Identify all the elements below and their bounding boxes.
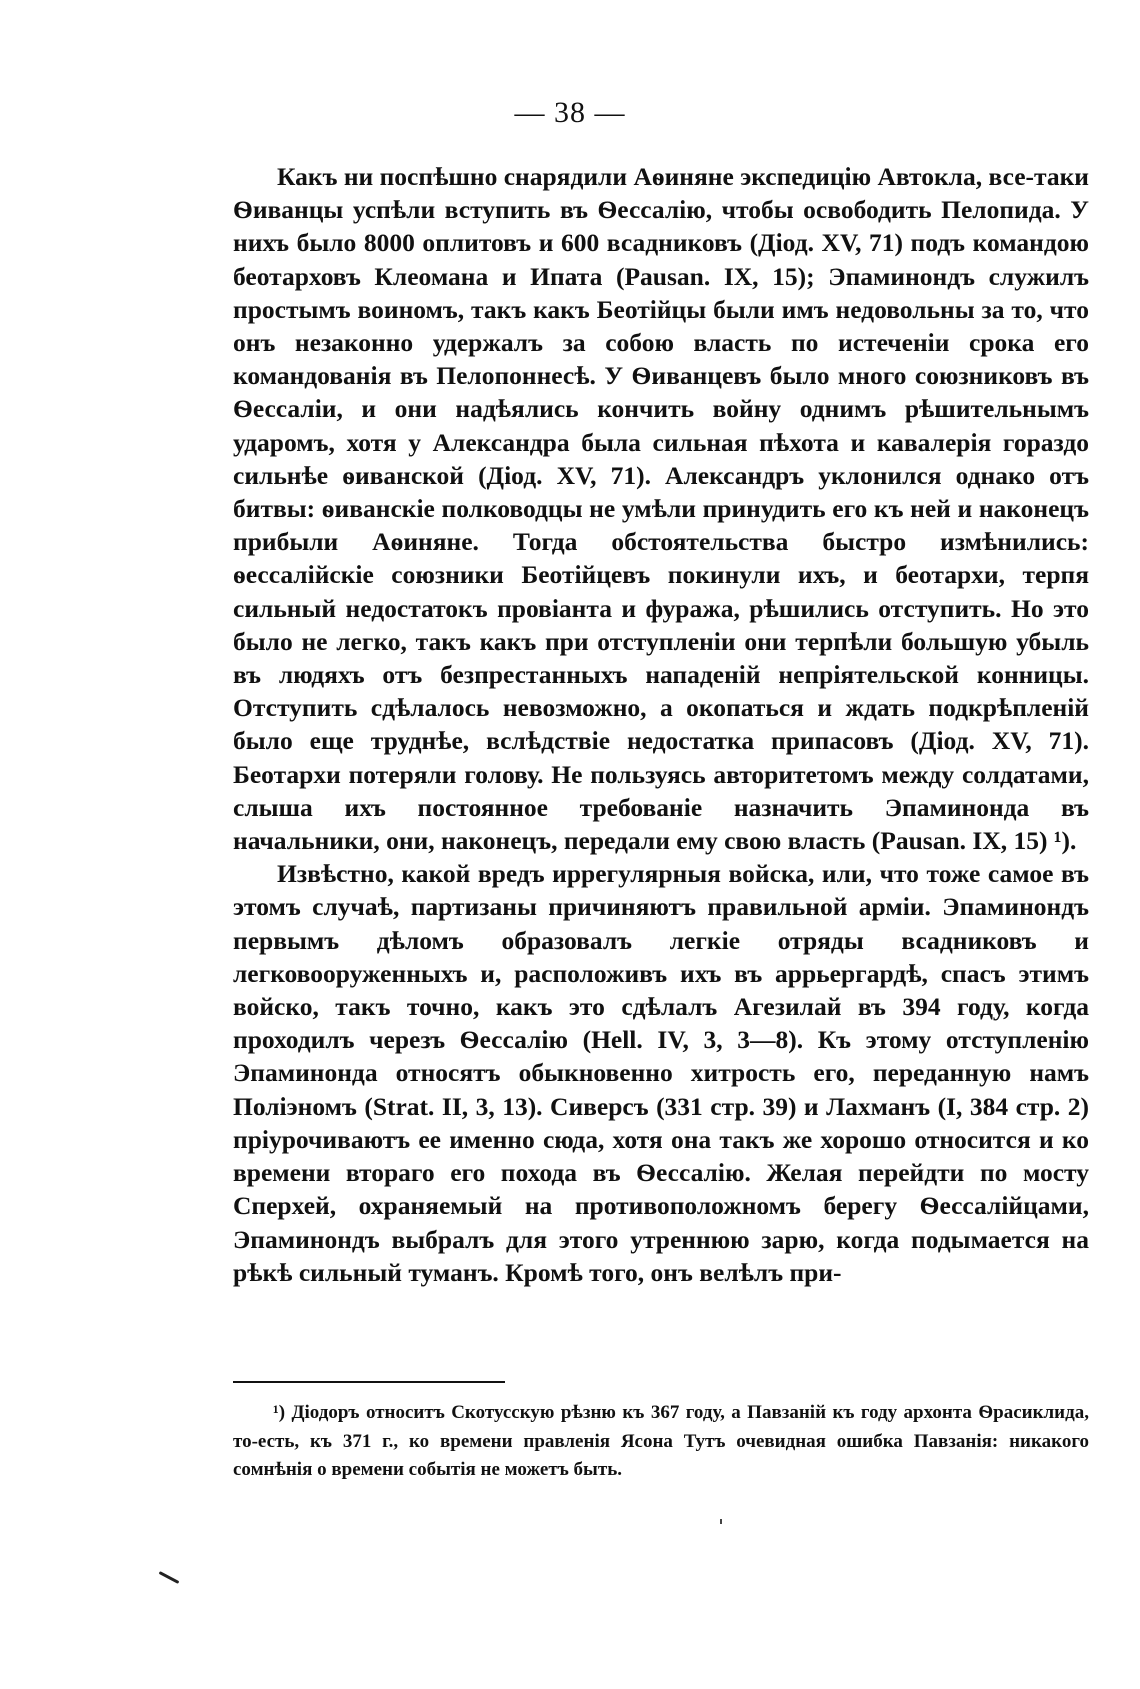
footnote-divider [233, 1381, 505, 1383]
main-text [233, 160, 1089, 1289]
paragraph: Извѣстно, какой вредъ иррегулярныя войска, или, что тоже самое въ этомъ случаѣ, партизаны причиняютъ правильной арміи. Эпаминондъ первымъ дѣломъ образовалъ легкіе отряды всадниковъ и легковооруженныхъ и, расположивъ ихъ въ аррьергардѣ, спасъ этимъ войско, такъ точно, какъ это сдѣлалъ Агезилай въ 394 году, когда проходилъ черезъ Ѳессалію (Hell. IV, 3, 3—8). Къ этому отступленію Эпаминонда относятъ обыкновенно хитрость его, переданную намъ Поліэномъ (Strat. II, 3, 13). Сиверсъ (331 стр. 39) и Лахманъ (I, 384 стр. 2) пріурочиваютъ ее именно сюда, хотя она такъ же хорошо относится и ко времени втораго его похода въ Ѳессалію. Желая перейдти по мосту Сперхей, охраняемый на противоположномъ берегу Ѳессалійцами, Эпаминондъ выбралъ для этого утреннюю зарю, когда подымается на рѣкѣ сильный туманъ. Кромѣ того, онъ велѣлъ при- [233, 859, 1089, 1287]
paragraph: Какъ ни поспѣшно снарядили Аѳиняне экспедицію Автокла, все-таки Ѳиванцы успѣли вступить въ Ѳессалію, чтобы освободить Пелопида. У нихъ было 8000 оплитовъ и 600 всадниковъ (Діод. XV, 71) подъ командою беотарховъ Клеомана и Ипата (Pausan. IX, 15); Эпаминондъ служилъ простымъ воиномъ, такъ какъ Беотійцы были имъ недовольны за то, что онъ незаконно удержалъ за собою власть по истеченіи срока его командованія въ Пелопоннесѣ. У Ѳиванцевъ было много союзниковъ въ Ѳессаліи, и они надѣялись кончить войну однимъ рѣшительнымъ ударомъ, хотя у Александра была сильная пѣхота и кавалерія гораздо сильнѣе ѳиванской (Діод. XV, 71). Александръ уклонился однако отъ битвы: ѳиванскіе полководцы не умѣли принудить его къ ней и наконецъ прибыли Аѳиняне. Тогда обстоятельства быстро измѣнились: ѳессалійскіе союзники Беотійцевъ покинули ихъ, и беотархи, терпя сильный недостатокъ провіанта и фуража, рѣшились отступить. Но это было не легко, такъ какъ при отступленіи они терпѣли большую убыль въ людяхъ отъ безпрестанныхъ нападеній непріятельской конницы. Отступить сдѣлалось невозможно, а окопаться и ждать подкрѣпленій было еще труднѣе, вслѣдствіе недостатка припасовъ (Діод. XV, 71). Беотархи потеряли голову. Не пользуясь авторитетомъ между солдатами, слыша ихъ постоянное требованіе назначить Эпаминонда въ начальники, они, наконецъ, передали ему свою власть (Pausan. IX, 15) ¹). [233, 162, 1089, 856]
footnote: ¹) Діодоръ относитъ Скотусскую рѣзню къ 367 году, а Павзаній къ году архонта Ѳрасиклида, то-есть, къ 371 г., ко времени правленія Ясона Тутъ очевидная ошибка Павзанія: никакого сомнѣнія о времени событія не можетъ быть. [233, 1402, 1089, 1480]
scan-mark [159, 1571, 180, 1584]
scan-mark [720, 1519, 722, 1524]
page-number: — 38 — [514, 96, 626, 129]
